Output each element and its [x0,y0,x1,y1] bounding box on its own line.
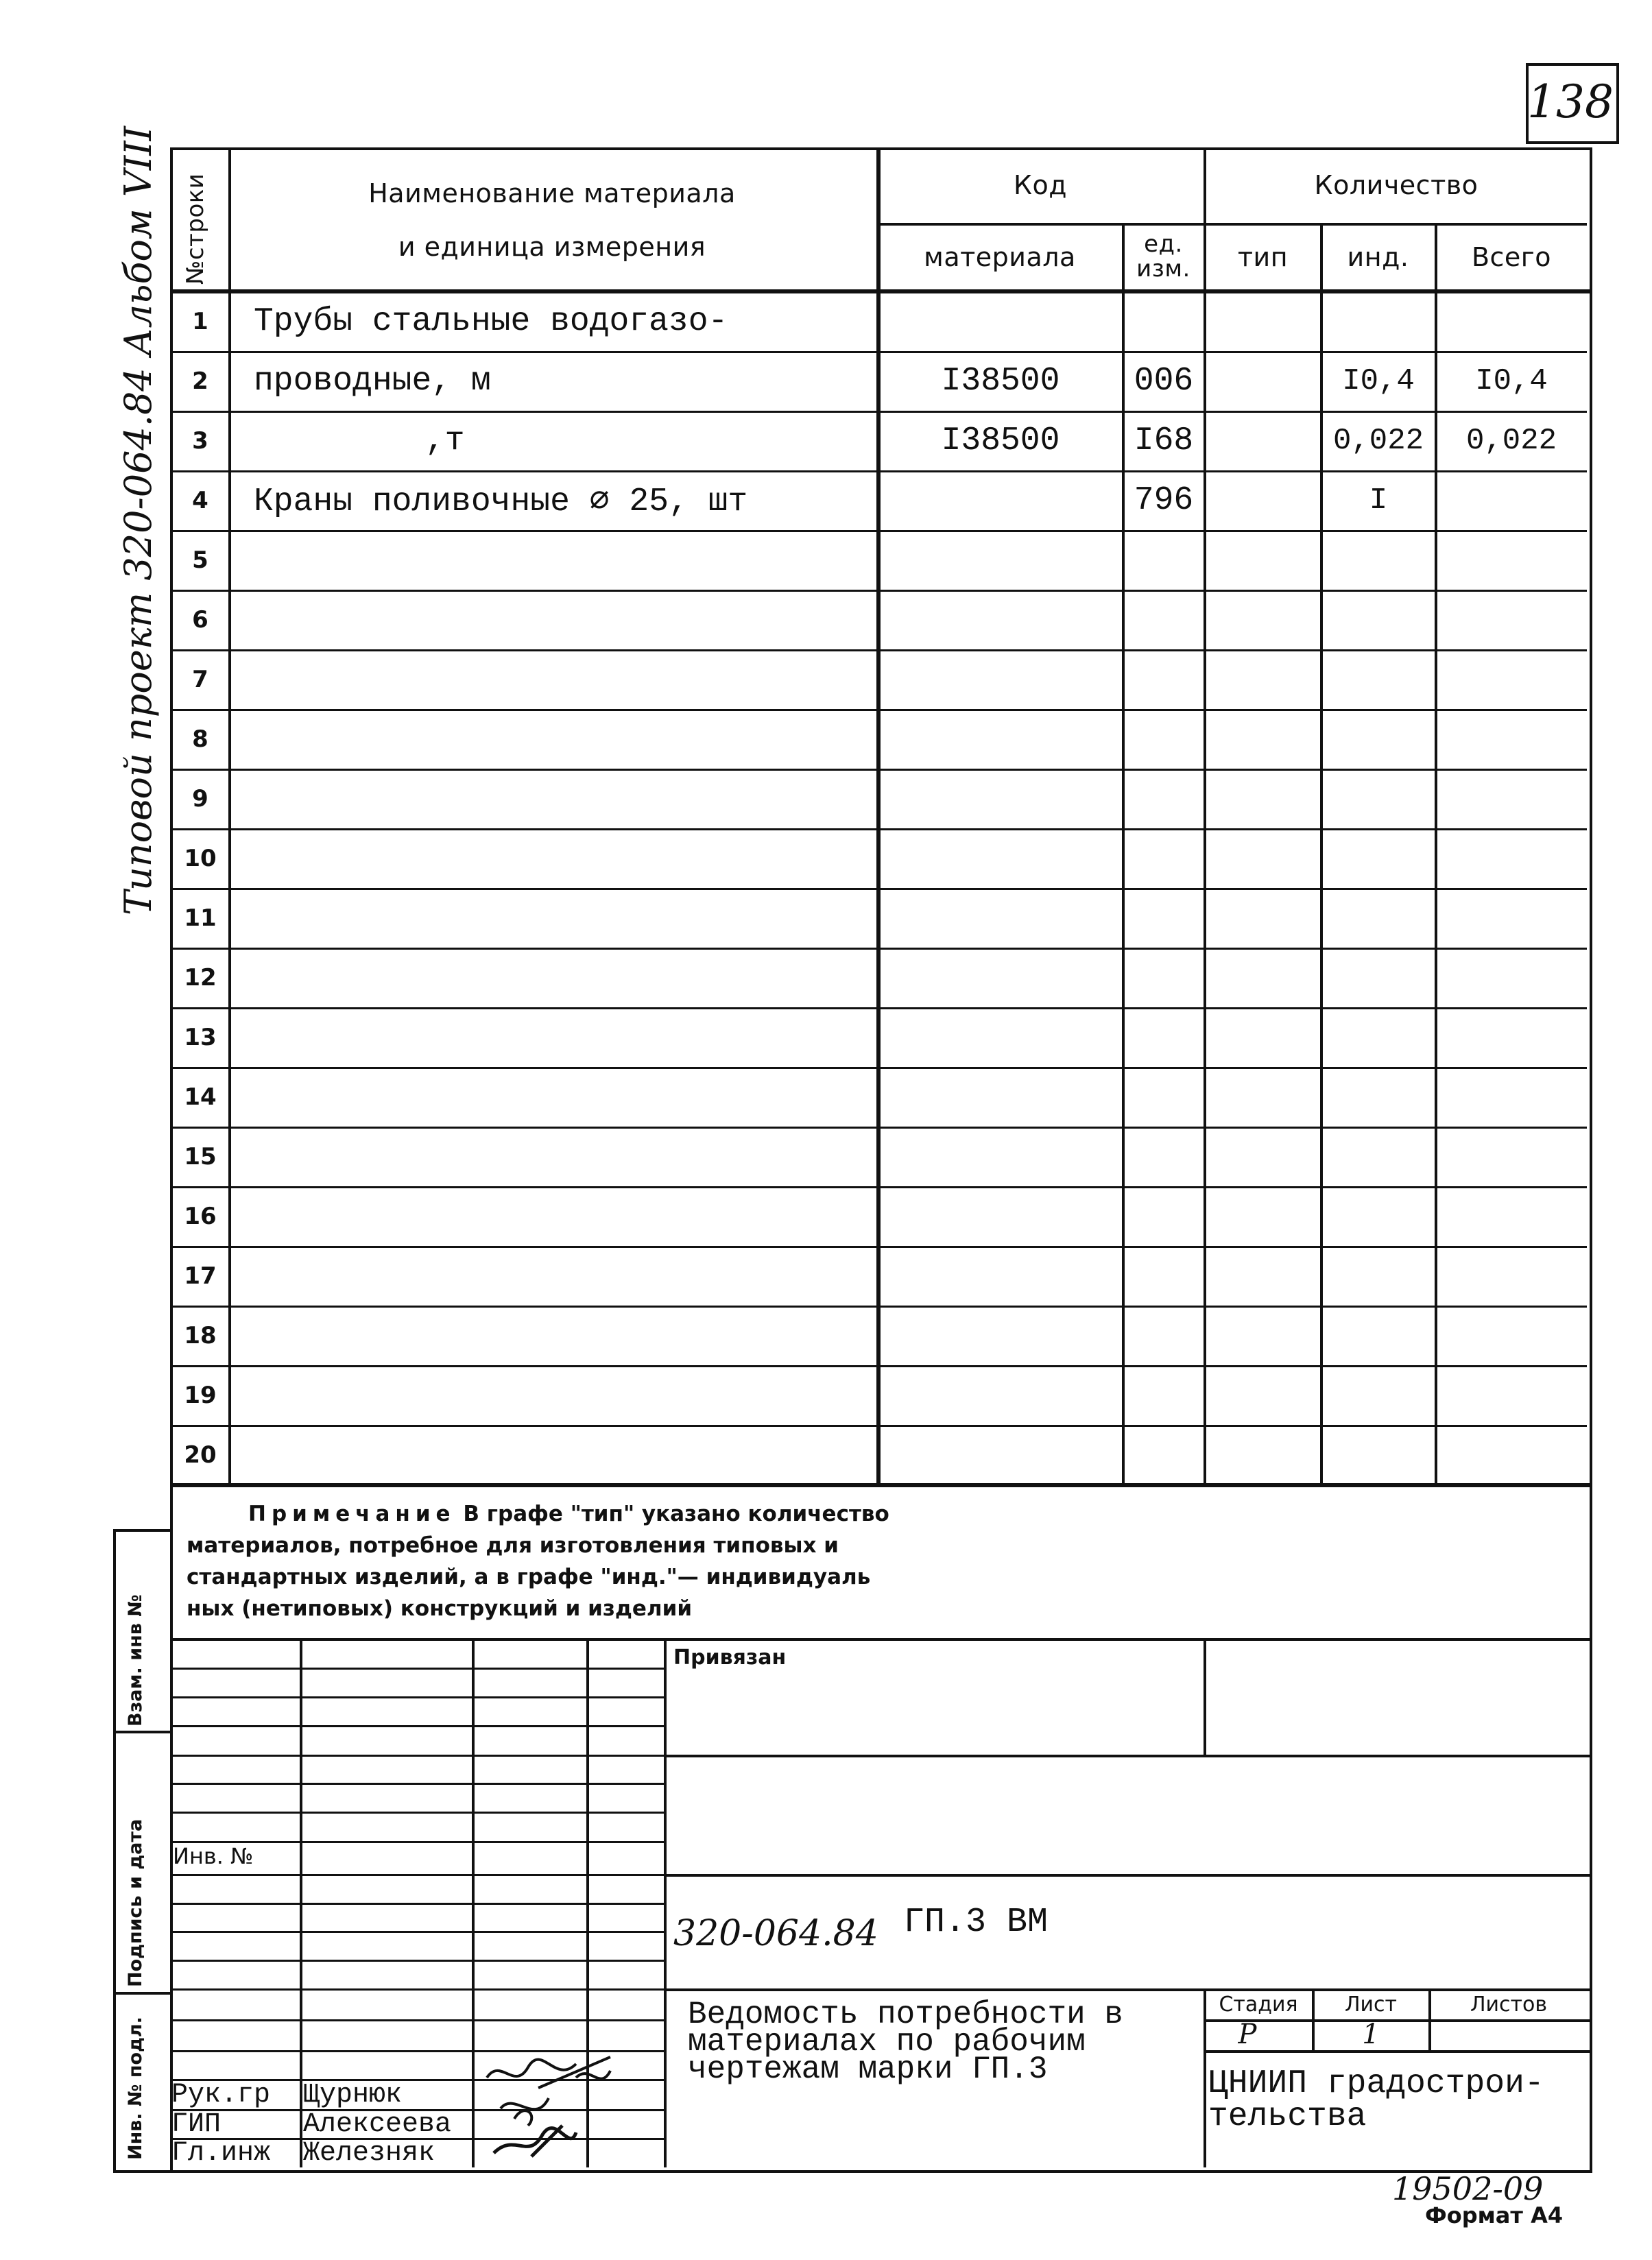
organization-line-2: тельства [1208,2098,1367,2135]
cell-total [1437,1007,1585,1067]
row-number: 9 [192,784,208,813]
cell-total [1437,1127,1585,1186]
cell-unit [1125,649,1203,709]
cell-ind [1323,888,1434,948]
cell-name [233,948,895,1007]
cell-type [1207,1186,1319,1246]
cell-total [1437,1246,1585,1306]
cell-code [881,1067,1121,1127]
cell-total [1437,649,1585,709]
row-number: 8 [192,725,208,753]
cell-type [1207,1365,1319,1425]
header-code: Код [1013,170,1067,200]
cell-ind [1323,1306,1434,1365]
cell-unit [1125,1186,1203,1246]
doc-code-handwritten: 320-064.84 [673,1913,878,1954]
cell-ind [1323,590,1434,649]
cell-type [1207,1425,1319,1484]
row-number: 18 [184,1321,217,1349]
cell-name: ,т [425,422,465,459]
note-text [187,1498,1147,1624]
header-code-material: материала [924,242,1076,272]
sheet-label: Лист [1344,1992,1398,2017]
signer-role: Рук.гр [171,2080,271,2111]
cell-ind: 0,022 [1332,423,1424,458]
stage-label: Стадия [1219,1992,1298,2017]
cell-ind [1323,1246,1434,1306]
cell-code [881,1306,1121,1365]
cell-type [1207,948,1319,1007]
cell-type [1207,351,1319,411]
cell-name [233,769,895,828]
document-title [688,1997,1123,2087]
cell-code [881,828,1121,888]
cell-type [1207,888,1319,948]
cell-code: I38500 [941,422,1060,459]
cell-total [1437,470,1585,530]
cell-ind [1323,291,1434,351]
cell-unit [1125,1007,1203,1067]
cell-code [881,530,1121,590]
row-number: 10 [184,844,217,872]
cell-name [233,828,895,888]
stamp-number: 19502-09 [1392,2170,1544,2207]
organization [1208,2067,1544,2133]
cell-code [881,291,1121,351]
cell-type [1207,411,1319,470]
cell-unit [1125,828,1203,888]
cell-unit [1125,948,1203,1007]
header-name-line1: Наименование материала [368,178,736,208]
cell-name [233,1007,895,1067]
cell-name: Трубы стальные водогазо- [254,302,728,340]
cell-ind [1323,649,1434,709]
cell-ind [1323,1186,1434,1246]
cell-type [1207,470,1319,530]
cell-unit [1125,769,1203,828]
row-number: 1 [192,307,208,335]
cell-ind [1323,709,1434,769]
sheets-label: Листов [1470,1992,1548,2017]
cell-type [1207,1246,1319,1306]
cell-code [881,1246,1121,1306]
cell-ind [1323,769,1434,828]
cell-type [1207,1306,1319,1365]
cell-unit [1125,1425,1203,1484]
cell-type [1207,1067,1319,1127]
cell-total: 0,022 [1465,423,1557,458]
note-line-2: материалов, потребное для изготовления типовых и [187,1533,839,1558]
cell-type [1207,1007,1319,1067]
cell-code: I38500 [941,362,1060,400]
cell-type [1207,649,1319,709]
header-code-unit: ед. изм. [1136,230,1190,282]
cell-total [1437,1425,1585,1484]
cell-unit: 796 [1134,481,1194,519]
row-number: 11 [184,904,217,932]
cell-unit [1125,1127,1203,1186]
margin-label-vzam: Взам. инв № [125,1594,146,1727]
header-row-number: №строки [182,173,209,285]
header-name-line2: и единица измерения [398,232,706,262]
cell-code [881,948,1121,1007]
row-number: 19 [184,1381,217,1409]
title-line-3: чертежам марки ГП.3 [688,2052,1048,2087]
cell-name [233,888,895,948]
cell-name [233,1306,895,1365]
cell-type [1207,291,1319,351]
cell-ind [1323,1425,1434,1484]
cell-name [233,1127,895,1186]
row-number: 5 [192,546,208,574]
cell-type [1207,709,1319,769]
cell-type [1207,828,1319,888]
signer-name: Алексеева [303,2109,452,2140]
header-qty-type: тип [1237,242,1289,272]
cell-name [233,649,895,709]
note-line-3: стандартных изделий, а в графе "инд."— индивидуаль [187,1565,871,1589]
cell-total [1437,1186,1585,1246]
organization-line-1: ЦНИИП градострои- [1208,2065,1544,2102]
cell-total [1437,948,1585,1007]
cell-code [881,888,1121,948]
cell-code [881,1365,1121,1425]
cell-unit: I68 [1134,422,1194,459]
row-number: 17 [184,1262,217,1290]
cell-name [233,1425,895,1484]
signer-role: ГИП [171,2109,222,2140]
signer-role: Гл.инж [171,2138,271,2169]
cell-total [1437,590,1585,649]
cell-name [233,1365,895,1425]
cell-code [881,590,1121,649]
cell-name [233,1186,895,1246]
cell-code [881,769,1121,828]
cell-name [233,1246,895,1306]
cell-code [881,1425,1121,1484]
signature-scribbles [473,2050,651,2167]
signer-name: Железняк [303,2138,435,2169]
doc-code-printed: ГП.3 ВМ [904,1903,1049,1942]
cell-unit [1125,590,1203,649]
row-number: 13 [184,1023,217,1051]
cell-unit [1125,291,1203,351]
cell-ind [1323,1007,1434,1067]
cell-type [1207,590,1319,649]
row-number: 15 [184,1142,217,1170]
header-quantity: Количество [1314,170,1479,200]
cell-ind: I0,4 [1342,363,1415,398]
note-line-1: В графе "тип" указано количество [463,1502,889,1526]
format-label: Формат А4 [1425,2202,1564,2228]
cell-code [881,470,1121,530]
cell-name: Краны поливочные ∅ 25, шт [254,483,748,520]
cell-unit [1125,1246,1203,1306]
cell-total [1437,709,1585,769]
row-number: 12 [184,963,217,991]
row-number: 6 [192,605,208,634]
cell-type [1207,769,1319,828]
note-line-4: ных (нетиповых) конструкций и изделий [187,1596,693,1621]
header-qty-total: Всего [1471,242,1552,272]
title-line-1: Ведомость потребности в [688,1997,1123,2032]
row-number: 16 [184,1202,217,1230]
cell-total [1437,1067,1585,1127]
cell-unit [1125,530,1203,590]
cell-unit [1125,1067,1203,1127]
cell-name [233,530,895,590]
cell-type [1207,530,1319,590]
row-number: 14 [184,1083,217,1111]
row-number: 7 [192,665,208,693]
cell-total [1437,291,1585,351]
inv-number-label: Инв. № [173,1843,254,1869]
row-number: 20 [184,1441,217,1469]
cell-total: I0,4 [1475,363,1548,398]
cell-name: проводные, м [254,362,491,400]
cell-code [881,1007,1121,1067]
margin-label-signature-date: Подпись и дата [125,1818,146,1987]
sheet-value: 1 [1362,2019,1380,2050]
cell-total [1437,1306,1585,1365]
cell-total [1437,1365,1585,1425]
cell-name [233,709,895,769]
cell-name [233,1067,895,1127]
cell-ind [1323,948,1434,1007]
cell-ind [1323,828,1434,888]
cell-unit: 006 [1134,362,1194,400]
cell-unit [1125,1365,1203,1425]
cell-unit [1125,1306,1203,1365]
cell-unit [1125,888,1203,948]
cell-type [1207,1127,1319,1186]
cell-code [881,1186,1121,1246]
cell-total [1437,769,1585,828]
cell-ind [1323,530,1434,590]
album-side-label: Типовой проект 320-064.84 Альбом VIII [117,126,160,915]
sheet-number: 138 [1527,75,1614,128]
privyazan-label: Привязан [673,1646,787,1670]
cell-ind: I [1369,483,1388,518]
cell-total [1437,828,1585,888]
cell-unit [1125,709,1203,769]
row-number: 3 [192,426,208,455]
stage-value: Р [1238,2019,1257,2050]
title-line-2: материалах по рабочим [688,2024,1086,2060]
row-number: 4 [192,486,208,514]
cell-name [233,590,895,649]
row-number: 2 [192,367,208,395]
cell-code [881,1127,1121,1186]
margin-label-inv-podl: Инв. № подл. [125,2017,146,2160]
header-qty-ind: инд. [1347,242,1409,272]
cell-code [881,709,1121,769]
cell-total [1437,888,1585,948]
signer-name: Щурнюк [303,2080,403,2111]
cell-ind [1323,1365,1434,1425]
cell-ind [1323,1067,1434,1127]
cell-ind [1323,1127,1434,1186]
note-lead: Примечание [248,1502,456,1526]
cell-code [881,649,1121,709]
cell-total [1437,530,1585,590]
